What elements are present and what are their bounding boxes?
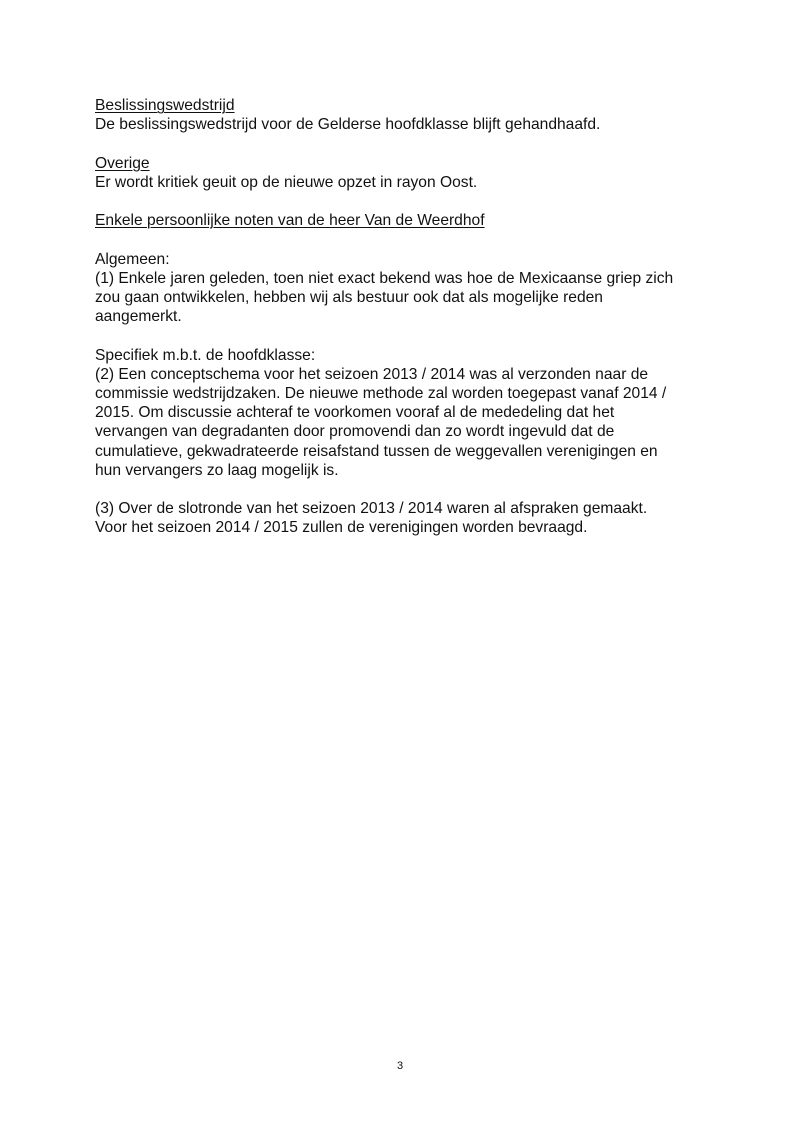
- paragraph-line: aangemerkt.: [95, 308, 182, 326]
- section-specifiek: [95, 346, 735, 480]
- subsection-label: Algemeen:: [95, 250, 170, 268]
- paragraph-line: (2) Een conceptschema voor het seizoen 2013 / 2014 was al verzonden naar de: [95, 365, 649, 383]
- paragraph-line: cumulatieve, gekwadrateerde reisafstand tussen de weggevallen verenigingen en: [95, 442, 658, 460]
- paragraph-line: Voor het seizoen 2014 / 2015 zullen de verenigingen worden bevraagd.: [95, 519, 588, 537]
- paragraph-line: vervangen van degradanten door promovendi dan zo wordt ingevuld dat de: [95, 423, 615, 441]
- paragraph-line: (1) Enkele jaren geleden, toen niet exact bekend was hoe de Mexicaanse griep zich: [95, 269, 674, 287]
- paragraph-line: De beslissingswedstrijd voor de Gelderse hoofdklasse blijft gehandhaafd.: [95, 116, 601, 134]
- section-heading: Overige: [95, 154, 150, 172]
- page-number: 3: [396, 1060, 404, 1072]
- section-overige: [95, 154, 735, 192]
- section-algemeen: [95, 250, 735, 327]
- paragraph-line: 2015. Om discussie achteraf te voorkomen vooraf al de mededeling dat het: [95, 404, 615, 422]
- paragraph-line: commissie wedstrijdzaken. De nieuwe methode zal worden toegepast vanaf 2014 /: [95, 384, 667, 402]
- page-content: [95, 96, 735, 557]
- section-slotronde: [95, 499, 735, 537]
- section-heading: Enkele persoonlijke noten van de heer Van de Weerdhof: [95, 212, 485, 230]
- paragraph-line: hun vervangers zo laag mogelijk is.: [95, 461, 339, 479]
- section-heading: Beslissingswedstrijd: [95, 97, 235, 114]
- section-beslissingswedstrijd: [95, 96, 735, 134]
- paragraph-line: zou gaan ontwikkelen, hebben wij als bestuur ook dat als mogelijke reden: [95, 288, 603, 306]
- paragraph-line: (3) Over de slotronde van het seizoen 2013 / 2014 waren al afspraken gemaakt.: [95, 500, 648, 518]
- paragraph-line: Er wordt kritiek geuit op de nieuwe opzet in rayon Oost.: [95, 173, 478, 191]
- section-noten: [95, 211, 735, 230]
- subsection-label: Specifiek m.b.t. de hoofdklasse:: [95, 346, 316, 364]
